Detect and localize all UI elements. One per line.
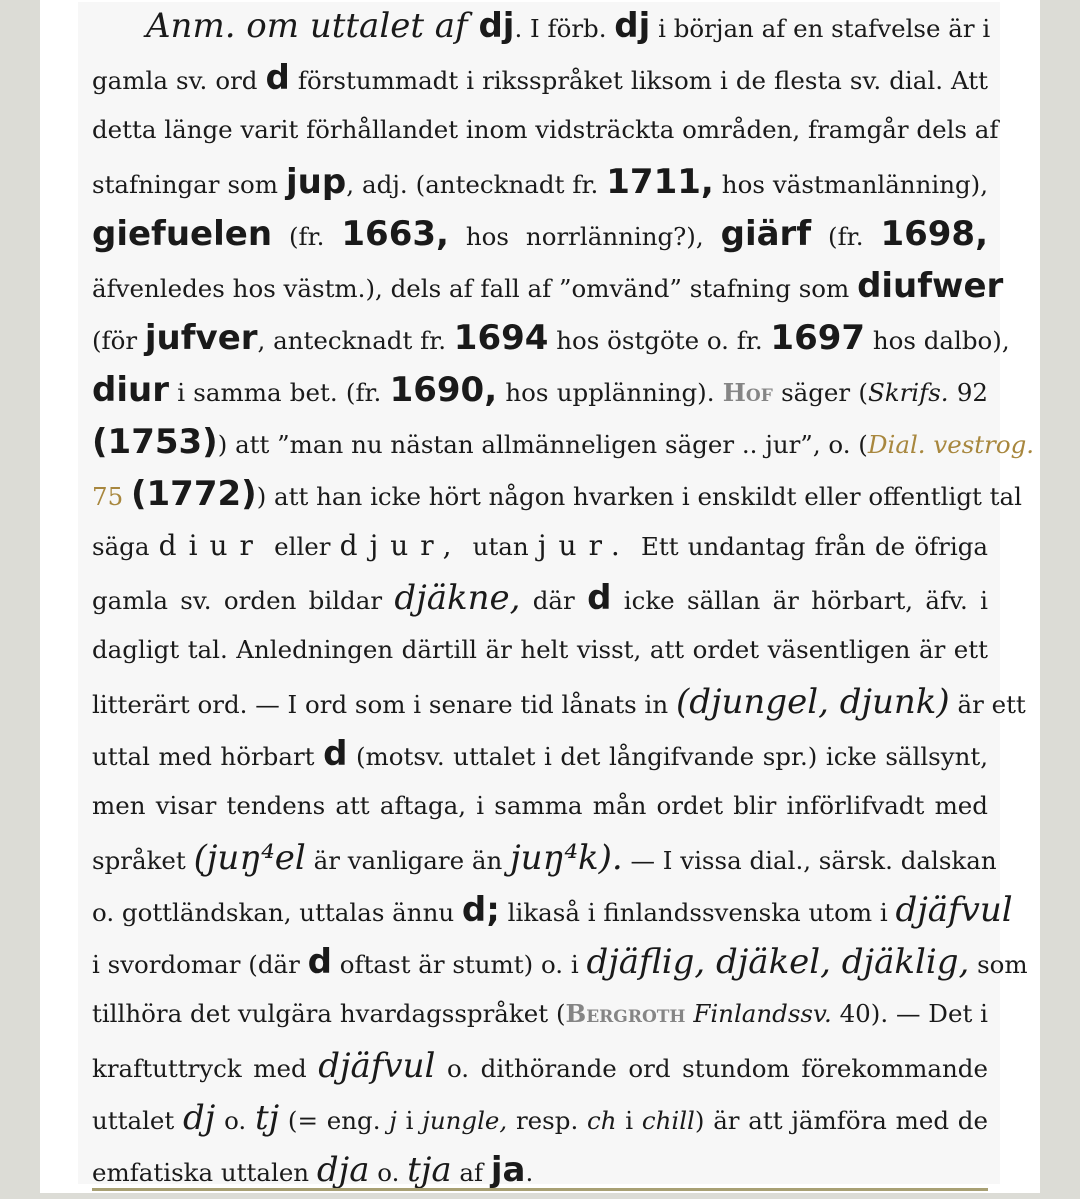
text-line: [92, 0, 991, 52]
text-line: [92, 1092, 988, 1144]
text-run: o. dithörande ord stundom förekommande: [435, 1054, 988, 1083]
text-line: [92, 208, 988, 260]
text-run: hos norrlänning?),: [448, 222, 721, 251]
text-run: 92: [948, 378, 988, 407]
text-run: ja: [490, 1150, 526, 1190]
text-run: 40). — Det i: [831, 999, 988, 1028]
text-run: (djungel, djunk): [675, 682, 950, 722]
text-run: Finlandssv.: [693, 999, 832, 1028]
text-line: [92, 572, 988, 624]
text-line: [92, 780, 988, 832]
text-run: där: [520, 586, 588, 615]
text-run: giefuelen: [92, 214, 273, 254]
text-run: djur,: [339, 529, 464, 562]
text-run: säga: [92, 532, 159, 561]
text-run: djäkne,: [394, 578, 521, 618]
text-run: 1663,: [341, 214, 449, 254]
text-run: giärf: [720, 214, 812, 254]
text-run: dagligt tal. Anledningen därtill är helt visst, att ordet väsentligen är ett: [92, 635, 988, 664]
text-line: [92, 416, 1035, 468]
text-run: likaså i finlandssvenska utom i: [499, 898, 896, 927]
text-line: [92, 936, 1028, 988]
text-run: uttalet: [92, 1106, 184, 1135]
text-line: [92, 520, 988, 572]
text-line: [92, 156, 988, 208]
text-run: i: [616, 1106, 642, 1135]
text-line: [92, 468, 1022, 520]
text-run: emfatiska uttalen: [92, 1158, 317, 1187]
text-run: 1690,: [389, 370, 498, 410]
text-line: [92, 832, 997, 884]
text-run: Dial. vestrog.: [867, 430, 1035, 459]
text-run: o. gottländskan, uttalas ännu: [92, 898, 462, 927]
text-run: är ett: [949, 690, 1026, 719]
text-run: hos västmanlänning),: [713, 170, 989, 199]
text-run: 1698,: [880, 214, 988, 254]
text-run: är vanligare än: [305, 846, 511, 875]
text-run: Hof: [722, 378, 773, 407]
text-run: d: [587, 578, 612, 618]
text-run: (motsv. uttalet i det långifvande spr.) icke sällsynt,: [347, 742, 988, 771]
text-run: diur: [158, 529, 265, 562]
text-line: [92, 624, 988, 676]
text-line: [92, 312, 1010, 364]
text-run: j: [389, 1106, 397, 1135]
text-run: Skrifs.: [867, 378, 949, 407]
text-line: [92, 1040, 988, 1092]
text-run: d: [307, 942, 332, 982]
text-run: .: [525, 1158, 534, 1187]
text-run: äfvenledes hos västm.), dels af fall af ”omvänd” stafning som: [92, 274, 858, 303]
text-run: hos östgöte o. fr.: [548, 326, 771, 355]
text-run: hos upplänning).: [497, 378, 723, 407]
text-run: (juŋ⁴el: [193, 838, 306, 878]
text-run: uttal med hörbart: [92, 742, 324, 771]
text-run: , adj. (antecknadt fr.: [346, 170, 607, 199]
text-run: gamla sv. ord: [92, 66, 266, 95]
text-run: 75: [92, 482, 124, 511]
text-line: [92, 676, 1026, 728]
text-line: [92, 884, 1013, 936]
text-run: tj: [254, 1098, 280, 1138]
text-line: [92, 260, 1004, 312]
text-run: 1711,: [606, 162, 714, 202]
text-run: , antecknadt fr.: [257, 326, 454, 355]
text-run: men visar tendens att aftaga, i samma mån ordet blir införlifvadt med: [92, 791, 988, 820]
text-run: (för: [92, 326, 145, 355]
text-run: tja: [407, 1150, 452, 1190]
text-run: juŋ⁴k).: [510, 838, 623, 878]
text-run: — I vissa dial., särsk. dalskan: [622, 846, 997, 875]
text-run: i svordomar (där: [92, 950, 308, 979]
text-run: icke sällan är hörbart, äfv. i: [611, 586, 988, 615]
text-run: eller: [264, 532, 340, 561]
text-run: i samma bet. (fr.: [168, 378, 390, 407]
text-run: förstummadt i riksspråket liksom i de flesta sv. dial. Att: [289, 66, 988, 95]
text-run: dja: [316, 1150, 370, 1190]
text-run: d: [265, 58, 290, 98]
text-run: dj: [478, 6, 515, 46]
text-run: gamla sv. orden bildar: [92, 586, 395, 615]
text-run: 1697: [770, 318, 866, 358]
text-run: . I förb.: [514, 14, 615, 43]
text-run: djäfvul: [895, 890, 1013, 930]
dictionary-entry-text: [92, 0, 1035, 1196]
text-run: som: [969, 950, 1028, 979]
text-run: ) att han icke hört någon hvarken i enskildt eller offentligt tal: [256, 482, 1022, 511]
text-run: (fr.: [811, 222, 881, 251]
text-line: [92, 364, 988, 416]
text-run: (fr.: [272, 222, 342, 251]
text-run: diur: [92, 370, 169, 410]
text-run: (1772): [130, 474, 257, 514]
text-run: i början af en stafvelse är i: [650, 14, 991, 43]
text-run: Bergroth: [565, 999, 686, 1028]
text-run: utan: [463, 532, 538, 561]
text-line: [92, 104, 999, 156]
text-run: (1753): [92, 422, 218, 462]
bottom-rule: [92, 1188, 988, 1191]
text-run: Anm. om uttalet af: [146, 6, 479, 46]
text-run: (= eng.: [279, 1106, 390, 1135]
text-run: detta länge varit förhållandet inom vidsträckta områden, framgår dels af: [92, 115, 999, 144]
text-run: säger (: [772, 378, 868, 407]
text-run: dj: [614, 6, 651, 46]
text-run: djäflig, djäkel, djäklig,: [586, 942, 970, 982]
text-run: tillhöra det vulgära hvardagsspråket (: [92, 999, 566, 1028]
text-run: 1694: [453, 318, 549, 358]
text-run: chill: [641, 1106, 695, 1135]
text-run: ch: [586, 1106, 617, 1135]
text-run: djäfvul: [318, 1046, 436, 1086]
text-run: diufwer: [857, 266, 1004, 306]
text-run: o.: [215, 1106, 255, 1135]
text-run: jufver: [144, 318, 258, 358]
text-run: o.: [369, 1158, 408, 1187]
text-run: jur.: [537, 529, 632, 562]
text-run: oftast är stumt) o. i: [331, 950, 587, 979]
text-run: resp.: [507, 1106, 587, 1135]
text-run: litterärt ord. — I ord som i senare tid lånats in: [92, 690, 676, 719]
text-run: Ett undantag från de öfriga: [631, 532, 988, 561]
text-run: [123, 482, 131, 511]
text-run: af: [451, 1158, 491, 1187]
text-run: stafningar som: [92, 170, 287, 199]
text-run: i: [396, 1106, 423, 1135]
text-run: dj: [183, 1098, 216, 1138]
text-run: jungle,: [422, 1106, 508, 1135]
text-line: [92, 728, 988, 780]
text-line: [92, 52, 988, 104]
text-run: ) är att jämföra med de: [694, 1106, 988, 1135]
text-run: ) att ”man nu nästan allmänneligen säger .. jur”, o. (: [217, 430, 868, 459]
text-run: jup: [286, 162, 347, 202]
text-run: hos dalbo),: [865, 326, 1010, 355]
text-run: språket: [92, 846, 194, 875]
text-line: [92, 988, 988, 1040]
text-run: kraftuttryck med: [92, 1054, 319, 1083]
text-run: d;: [461, 890, 500, 930]
text-run: d: [323, 734, 348, 774]
